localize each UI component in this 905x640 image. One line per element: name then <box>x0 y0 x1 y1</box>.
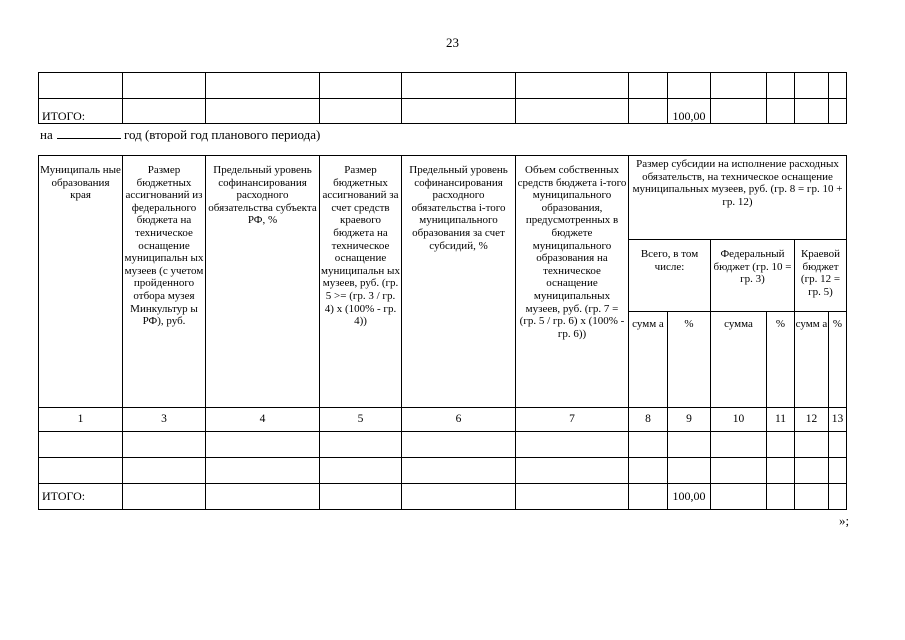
column-number: 13 <box>829 408 847 432</box>
header-sum-total: сумм а <box>629 312 668 408</box>
header-sum-federal: сумма <box>711 312 767 408</box>
subtitle-suffix: год (второй год планового периода) <box>123 127 321 142</box>
table-row <box>39 432 847 458</box>
header-percent-regional: % <box>829 312 847 408</box>
subsidy-table <box>38 155 847 510</box>
header-row <box>39 156 847 240</box>
column-number: 5 <box>320 408 402 432</box>
total-row <box>39 99 847 124</box>
previous-year-table-fragment <box>38 72 847 124</box>
total-percent: 100,00 <box>668 484 711 510</box>
column-number: 3 <box>123 408 206 432</box>
column-number: 1 <box>39 408 123 432</box>
table-row <box>39 73 847 99</box>
column-number: 10 <box>711 408 767 432</box>
subtitle-prefix: на <box>40 127 53 142</box>
header-total-including: Всего, в том числе: <box>629 240 711 312</box>
total-row <box>39 484 847 510</box>
column-number: 6 <box>402 408 516 432</box>
header-regional-budget: Краевой бюджет (гр. 12 = гр. 5) <box>795 240 847 312</box>
column-number: 4 <box>206 408 320 432</box>
total-label: ИТОГО: <box>39 484 123 510</box>
header-federal-budget: Федеральный бюджет (гр. 10 = гр. 3) <box>711 240 795 312</box>
header-percent-total: % <box>668 312 711 408</box>
column-number: 9 <box>668 408 711 432</box>
column-number-row <box>39 408 847 432</box>
column-number: 11 <box>767 408 795 432</box>
header-subject-cofinancing-level: Предельный уровень софинансирования расходного обязательства субъекта РФ, % <box>206 156 320 408</box>
column-number: 12 <box>795 408 829 432</box>
total-label: ИТОГО: <box>39 99 123 124</box>
header-municipalities: Муниципаль ные образования края <box>39 156 123 408</box>
page-number: 23 <box>446 35 459 50</box>
total-percent: 100,00 <box>668 99 711 124</box>
second-year-subtitle <box>40 126 320 143</box>
closing-quote-mark: »; <box>839 513 850 528</box>
column-number: 8 <box>629 408 668 432</box>
header-municipal-cofinancing-level: Предельный уровень софинансирования расходного обязательства i-того муниципального образования за счет субсидий, % <box>402 156 516 408</box>
header-percent-federal: % <box>767 312 795 408</box>
header-own-funds: Объем собственных средств бюджета i-того муниципального образования, предусмотренных в бюджете муниципального образования на техническое оснащение муниципальных музеев, руб. (гр. 7 = (гр. 5 / гр. 6) х (100% - гр. 6)) <box>516 156 629 408</box>
column-number: 7 <box>516 408 629 432</box>
header-sum-regional: сумм а <box>795 312 829 408</box>
table-row <box>39 458 847 484</box>
header-federal-allocations: Размер бюджетных ассигнований из федерального бюджета на техническое оснащение муниципальн ых музеев (с учетом пройденного отбора музея Минкультур ы РФ), руб. <box>123 156 206 408</box>
header-regional-allocations: Размер бюджетных ассигнований за счет средств краевого бюджета на техническое оснащение муниципальн ых музеев, руб. (гр. 5 >= (гр. 3 / гр. 4) х (100% - гр. 4)) <box>320 156 402 408</box>
year-blank <box>57 126 121 139</box>
header-subsidy-size: Размер субсидии на исполнение расходных обязательств, на техническое оснащение муниципальных музеев, руб. (гр. 8 = гр. 10 + гр. 12) <box>629 156 847 240</box>
